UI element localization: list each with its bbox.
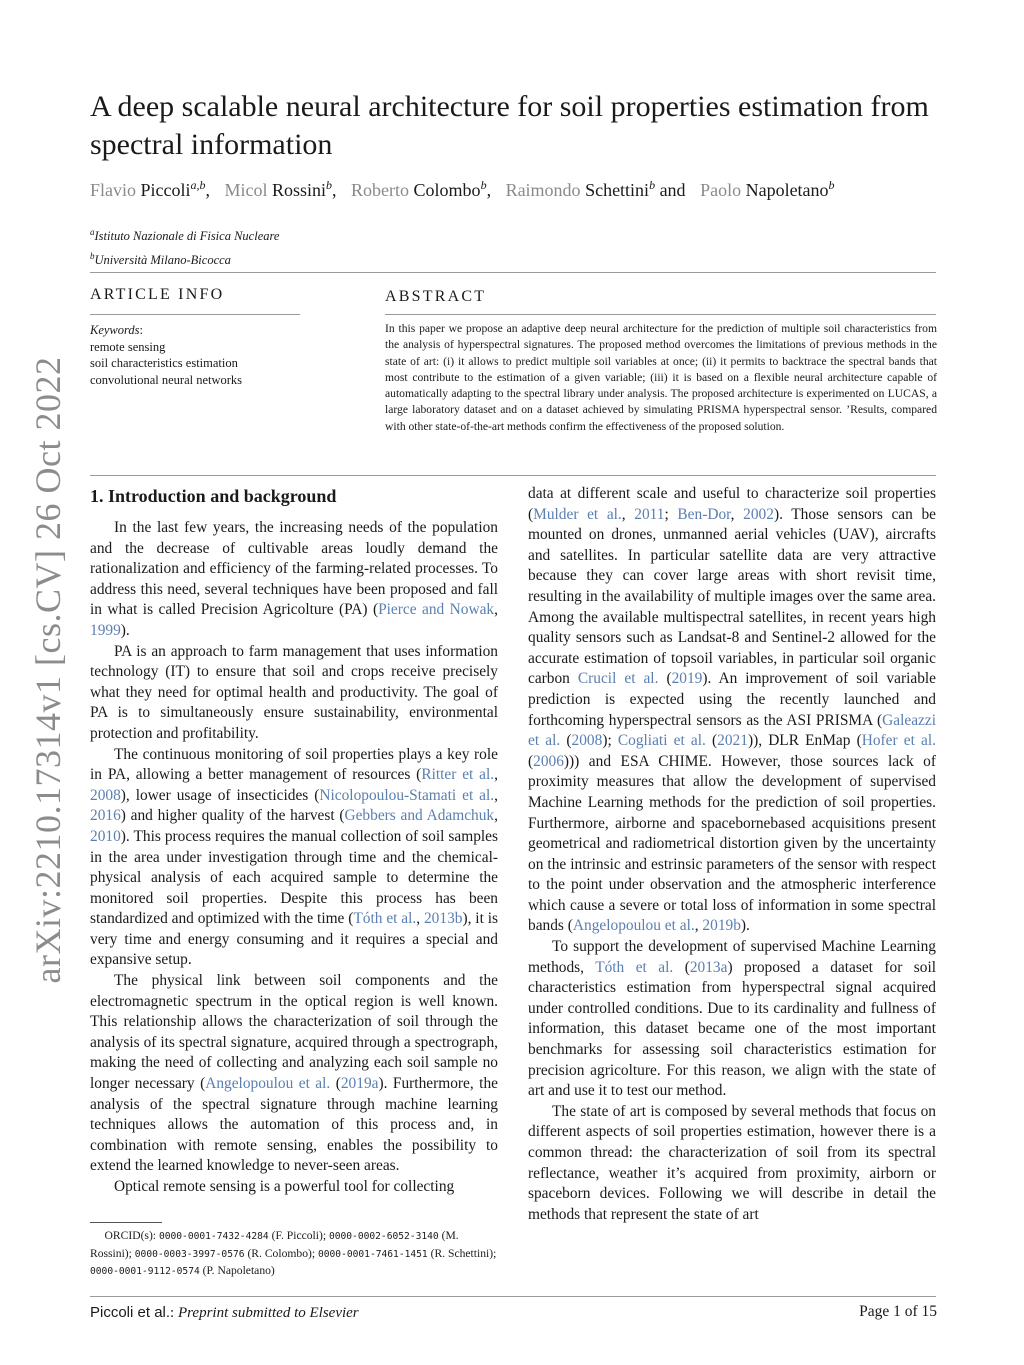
paragraph: To support the development of supervised Machine Learning methods, Tóth et al. (2013a) proposed a dataset for soil characteristics estimation from hyperspectral signal acquired under controlled conditions. Due to its cardinality and fullness of information, this dataset became one of the most important benchmarks for assessing soil characteristics estimation for precision agricolture. For this reason, we align with the state of art and use it to test our method. <box>528 938 937 1100</box>
citation-link[interactable]: Hofer et al. <box>861 732 937 750</box>
author-piccoli[interactable]: Flavio Piccoli$^{a,b}$, <box>90 178 215 200</box>
affiliation-marker: b <box>90 251 95 262</box>
citation-link[interactable]: Mulder et al. <box>533 505 622 523</box>
author-affiliation-sup: b <box>480 178 487 192</box>
keyword-item: remote sensing <box>90 339 166 354</box>
keywords-label: Keywords: <box>90 323 144 337</box>
author-napoletano[interactable] <box>700 180 834 200</box>
citation-link[interactable]: 2016 <box>90 807 121 825</box>
article-info-heading: ARTICLE INFO <box>90 286 225 303</box>
keywords-block <box>90 322 242 388</box>
paragraph: data at different scale and useful to characterize soil properties (Mulder et al., 2011; Ben-Dor, 2002). Those sensors can be mounted on drones, unmanned aerial vehicles (UAV), aircrafts and satellites. In particular satellite data are very attractive because they can cover large areas with short revisit time, resulting in the availability of multiple images over the same area. Among the available multispectral satellites, in recent years high quality sensors such as Landsat-8 and Sentinel-2 allowed for the accurate estimation of topsoil variables, in particular soil organic carbon Crucil et al. (2019). An improvement of soil variable prediction is expected using the recently launched and forthcoming hyperspectral sensors as the ASI PRISMA (Galeazzi et al. (2008); Cogliati et al. (2021)), DLR EnMap (Hofer et al. (2006))) and ESA CHIME. However, those sources lack of proximity measures that allow the development of supervised Machine Learning methods for the prediction of soil properties. Furthermore, airborne and spacebornebased acquisitions present geometrical and radiometrical distortion given by the uncertainty on the intrinsic and estrinsic parameters of the sensor with respect to the point under observation and the atmospheric interference which cause a severe or total loss of information in some spectral bands (Angelopoulou et al., 2019b). <box>528 485 937 935</box>
citation-link[interactable]: 1999 <box>90 621 121 639</box>
author-first-name: Flavio <box>90 180 137 200</box>
author-last-name: Piccoli <box>140 180 191 200</box>
affiliations <box>90 222 279 270</box>
affiliation-b <box>90 246 279 270</box>
paragraph: In the last few years, the increasing needs of the population and the decrease of cultivable areas loudly demand the rationalization and efficiency of the farming-related processes. To address this need, several techniques have been proposed and fall in what is called Precision Agricolture (PA) (Pierce and Nowak, 1999). <box>90 519 498 639</box>
affiliation-text: Università Milano-Bicocca <box>94 253 231 268</box>
paper-title: A deep scalable neural architecture for soil properties estimation from spectral information <box>90 90 929 161</box>
orcid-id[interactable]: 0000-0001-9112-0574 <box>90 1266 200 1277</box>
paragraph: The continuous monitoring of soil properties plays a key role in PA, allowing a better management of resources (Ritter et al., 2008), lower usage of insecticides (Nicolopoulou-Stamati et al., 2016) and higher quality of the harvest (Gebbers and Adamchuk, 2010). This process requires the manual collection of soil samples in the area under investigation through time and the chemical-physical analysis of each acquired sample to determine the monitored soil properties. Despite this process has been standardized and optimized with the time (Tóth et al., 2013b), it is very time and energy consuming and it requires a special and expansive setup. <box>90 745 498 969</box>
citation-link[interactable]: 2019a <box>340 1075 379 1093</box>
section-heading: 1. Introduction and background <box>90 486 337 506</box>
author-first-name: Paolo <box>700 180 742 200</box>
authors-conjunction: and <box>659 180 686 200</box>
keywords-label-text: Keywords <box>90 323 140 337</box>
citation-link[interactable]: Cogliati et al. <box>617 732 706 750</box>
abstract-heading: ABSTRACT <box>385 288 487 305</box>
affiliation-marker: a <box>90 227 95 237</box>
orcid-id[interactable]: 0000-0001-7432-4284 <box>158 1231 269 1242</box>
orcid-owner: (P. Napoletano) <box>202 1264 275 1277</box>
abstract-text: In this paper we propose an adaptive deep neural architecture for the prediction of multiple soil characteristics from the analysis of hyperspectral signatures. The proposed method overcomes the limitations of previous methods in the state of art: (i) it allows to predict multiple soil variables at once; (ii) it permits to backtrace the spectral bands that most contribute to the estimation of a given variable; (iii) it is based on a flexible neural architecture capable of automatically adapting to the spectral library under analysis. The proposed architecture is experimented on LUCAS, a large laboratory dataset and on a dataset achieved by simulating PRISMA hyperspectral sensor. ’Results, compared with other state-of-the-art methods confirm the effectiveness of the proposed solution. <box>385 322 937 433</box>
author-first-name: Roberto <box>351 180 410 200</box>
orcid-id[interactable]: 0000-0002-6052-3140 <box>328 1231 439 1242</box>
orcid-id[interactable]: 0000-0003-3997-0576 <box>134 1248 245 1260</box>
citation-link[interactable]: 2021 <box>717 732 748 750</box>
author-affiliation-sup: b <box>649 178 656 192</box>
author-affiliation-sup: a,b <box>190 178 206 192</box>
article-info-underline <box>90 314 300 315</box>
citation-link[interactable]: Gebbers and Adamchuk <box>344 807 495 825</box>
footer-venue: Preprint submitted to Elsevier <box>177 1305 359 1321</box>
arxiv-identifier-text: arXiv:2210.17314v1 [cs.CV] 26 Oct 2022 <box>28 356 68 984</box>
citation-link[interactable]: 2013a <box>689 958 728 976</box>
orcid-owner: (R. Colombo); <box>247 1246 318 1260</box>
abstract-underline <box>385 314 936 315</box>
author-first-name: Raimondo <box>505 180 581 200</box>
arxiv-identifier-stamp <box>18 356 78 984</box>
paragraph: Optical remote sensing is a powerful tool for collecting <box>114 1178 455 1195</box>
author-schettini[interactable] <box>506 180 691 200</box>
affiliation-a <box>90 222 279 246</box>
page-number: Page 1 of 15 <box>859 1303 937 1320</box>
orcid-footnote <box>90 1228 498 1281</box>
orcid-owner: (F. Piccoli); <box>271 1229 329 1242</box>
footer-divider <box>90 1296 936 1297</box>
running-footer: Piccoli et al.: Preprint submitted to Elsevier <box>90 1304 359 1321</box>
citation-link[interactable]: Galeazzi et al. <box>528 711 936 750</box>
author-last-name: Colombo <box>413 180 481 200</box>
citation-link[interactable]: Ben-Dor <box>677 505 731 523</box>
citation-link[interactable]: 2002 <box>743 505 774 523</box>
citation-link[interactable]: 2019 <box>671 670 703 688</box>
keyword-item: convolutional neural networks <box>90 372 243 387</box>
citation-link[interactable]: 2008 <box>571 732 603 750</box>
right-column-body <box>528 484 936 1225</box>
citation-link[interactable]: 2019b <box>702 917 741 935</box>
paragraph: The physical link between soil components and the electromagnetic spectrum in the optical region is well known. This relationship allows the characterization of soil through the analysis of its spectral signature, acquired through a spectrograph, making the need of collecting and analyzing each soil sample no longer necessary (Angelopoulou et al. (2019a). Furthermore, the analysis of the spectral signature through machine learning techniques allows the automation of this process and, in combination with remote sensing, enables the possibility to extend the learned knowledge to never-seen areas. <box>90 972 498 1175</box>
citation-link[interactable]: Angelopoulou et al. <box>572 917 695 935</box>
footnote-rule <box>90 1222 162 1223</box>
affiliation-text: Istituto Nazionale di Fisica Nucleare <box>94 229 280 244</box>
footer-author: Piccoli et al. <box>90 1304 171 1321</box>
author-last-name: Napoletano <box>745 180 829 200</box>
citation-link[interactable]: Crucil et al. <box>577 670 659 688</box>
abstract-divider <box>90 475 936 476</box>
left-column-body <box>90 518 498 1198</box>
orcid-label: ORCID(s): <box>104 1229 159 1242</box>
author-affiliation-sup: b <box>326 178 333 192</box>
citation-link[interactable]: Tóth et al. <box>595 958 674 976</box>
author-first-name: Micol <box>224 180 268 200</box>
citation-link[interactable]: 2006 <box>533 752 564 770</box>
author-colombo[interactable]: Roberto Colombo$^b$, <box>351 178 496 200</box>
citation-link[interactable]: Angelopoulou et al. <box>205 1075 331 1093</box>
orcid-id[interactable]: 0000-0001-7461-1451 <box>317 1248 428 1260</box>
header-divider <box>90 272 936 273</box>
citation-link[interactable]: 2013b <box>423 910 463 928</box>
orcid-owner: (M. Rossini); <box>90 1229 459 1260</box>
author-last-name: Schettini <box>585 180 650 200</box>
citation-link[interactable]: Pierce and Nowak <box>378 601 495 619</box>
citation-link[interactable]: 2010 <box>90 827 121 845</box>
author-affiliation-sup: b <box>828 178 835 192</box>
keyword-item: soil characteristics estimation <box>90 356 238 370</box>
author-list <box>90 178 970 201</box>
orcid-owner: (R. Schettini); <box>430 1246 497 1260</box>
paragraph: PA is an approach to farm management that uses information technology (IT) to ensure that soil and crops receive precisely what they need for optimal health and productivity. The goal of PA is to simultaneously ensure sustainability, environmental protection and profitability. <box>90 642 498 742</box>
author-rossini[interactable]: Micol Rossini$^b$, <box>224 178 342 200</box>
author-last-name: Rossini <box>272 180 327 200</box>
citation-link[interactable]: Tóth et al. <box>353 910 417 928</box>
citation-link[interactable]: 2011 <box>634 505 665 523</box>
citation-link[interactable]: Ritter et al. <box>421 766 495 784</box>
citation-link[interactable]: Nicolopoulou-Stamati et al. <box>319 786 495 804</box>
citation-link[interactable]: 2008 <box>90 786 121 804</box>
paragraph: The state of art is composed by several methods that focus on different aspects of soil properties estimation, however there is a common thread: the characterization of soil from its spectral reflectance, weather it’s acquired from proximity, airborn or spaceborn devices. Following we will describe in detail the methods that represent the state of art <box>528 1102 936 1223</box>
